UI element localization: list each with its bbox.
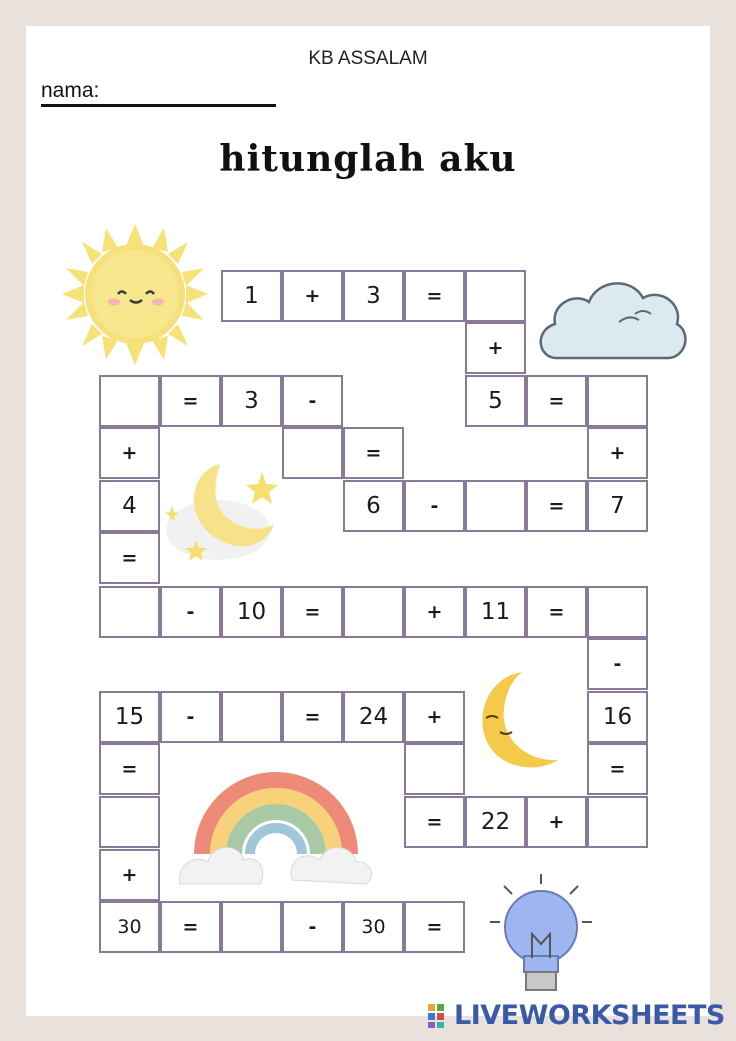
grid-cell: +	[404, 586, 465, 638]
logo-text: LIVEWORKSHEETS	[454, 1000, 725, 1031]
grid-cell: 4	[99, 480, 160, 532]
grid-cell: =	[587, 743, 648, 795]
answer-cell[interactable]	[587, 586, 648, 638]
grid-cell: +	[587, 427, 648, 479]
grid-cell: 22	[465, 796, 526, 848]
sun-icon	[60, 222, 210, 367]
answer-cell[interactable]	[343, 586, 404, 638]
answer-cell[interactable]	[587, 796, 648, 848]
grid-cell: =	[160, 375, 221, 427]
moon-stars-icon	[158, 458, 288, 573]
grid-cell: =	[526, 375, 587, 427]
school-name: KB ASSALAM	[308, 48, 428, 69]
answer-cell[interactable]	[99, 375, 160, 427]
name-label: nama:	[41, 79, 100, 102]
grid-cell: 5	[465, 375, 526, 427]
logo-mark-icon	[428, 1004, 454, 1028]
answer-cell[interactable]	[99, 586, 160, 638]
grid-cell: =	[282, 691, 343, 743]
grid-cell: =	[404, 270, 465, 322]
grid-cell: =	[282, 586, 343, 638]
grid-cell: +	[282, 270, 343, 322]
grid-cell: +	[526, 796, 587, 848]
grid-cell: =	[404, 796, 465, 848]
grid-cell: 7	[587, 480, 648, 532]
sleeping-moon-icon	[466, 668, 562, 774]
grid-cell: =	[160, 901, 221, 953]
answer-cell[interactable]	[587, 375, 648, 427]
grid-cell: 3	[221, 375, 282, 427]
grid-cell: 15	[99, 691, 160, 743]
name-line[interactable]	[41, 104, 276, 107]
answer-cell[interactable]	[221, 901, 282, 953]
grid-cell: 24	[343, 691, 404, 743]
grid-cell: =	[526, 480, 587, 532]
grid-cell: -	[587, 638, 648, 690]
grid-cell: =	[99, 743, 160, 795]
grid-cell: 1	[221, 270, 282, 322]
grid-cell: 11	[465, 586, 526, 638]
answer-cell[interactable]	[465, 270, 526, 322]
grid-cell: -	[282, 901, 343, 953]
grid-cell: -	[160, 691, 221, 743]
page-title: hitunglah aku	[219, 138, 517, 180]
rainbow-icon	[176, 744, 376, 894]
grid-cell: +	[99, 427, 160, 479]
grid-cell: 6	[343, 480, 404, 532]
answer-cell[interactable]	[465, 480, 526, 532]
liveworksheets-logo[interactable]	[428, 1000, 725, 1031]
grid-cell: =	[99, 532, 160, 584]
grid-cell: =	[526, 586, 587, 638]
grid-cell: -	[404, 480, 465, 532]
lightbulb-icon	[486, 872, 596, 1004]
grid-cell: +	[404, 691, 465, 743]
grid-cell: 16	[587, 691, 648, 743]
grid-cell: +	[99, 849, 160, 901]
grid-cell: -	[282, 375, 343, 427]
grid-cell: =	[343, 427, 404, 479]
grid-cell: 3	[343, 270, 404, 322]
grid-cell: +	[465, 322, 526, 374]
grid-cell: -	[160, 586, 221, 638]
grid-cell: 10	[221, 586, 282, 638]
cloud-icon	[535, 268, 691, 364]
answer-cell[interactable]	[282, 427, 343, 479]
answer-cell[interactable]	[99, 796, 160, 848]
grid-cell: =	[404, 901, 465, 953]
grid-cell: 30	[99, 901, 160, 953]
answer-cell[interactable]	[221, 691, 282, 743]
grid-cell: 30	[343, 901, 404, 953]
answer-cell[interactable]	[404, 743, 465, 795]
